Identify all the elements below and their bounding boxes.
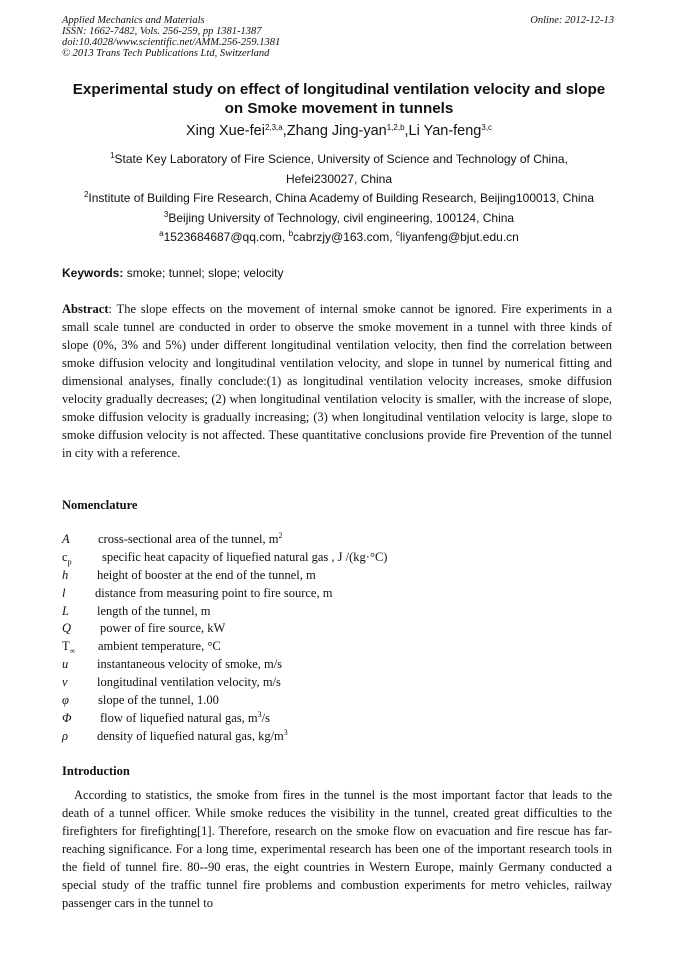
abstract: [62, 300, 612, 462]
online-date: Online: 2012-12-13: [530, 15, 614, 26]
nomenclature-item: h height of booster at the end of the tunnel, m: [62, 567, 316, 582]
introduction-heading: Introduction: [62, 764, 130, 778]
doi-line: doi:10.4028/www.scientific.net/AMM.256-259.1381: [62, 37, 281, 48]
author: Zhang Jing-yan$^{1,2,b}$,: [286, 123, 409, 139]
affiliation: $^3$Beijing University of Technology, civil engineering, 100124, China: [163, 209, 515, 225]
nomenclature-item: ρ density of liquefied natural gas, $kg/m^3$: [62, 727, 288, 743]
issn-line: ISSN: 1662-7482, Vols. 256-259, pp 1381-1387: [62, 26, 262, 37]
nomenclature-item: φ slope of the tunnel, 1.00: [62, 693, 219, 708]
author-list: [62, 122, 616, 140]
journal-header: [62, 15, 280, 59]
copyright-line: © 2013 Trans Tech Publications Ltd, Switzerland: [62, 48, 270, 59]
nomenclature-item: A cross-sectional area of the tunnel, $m^2$: [62, 531, 283, 546]
keywords-label: Keywords:: [62, 266, 124, 280]
email-list: [62, 229, 616, 245]
keywords: [62, 265, 616, 281]
email: $^c$liyanfeng@bjut.edu.cn: [395, 229, 519, 244]
nomenclature-item: v longitudinal ventilation velocity, m/s: [62, 675, 281, 690]
affiliation-list: [62, 150, 616, 228]
nomenclature-item: Φ flow of liquefied natural gas, $m^3/s$: [62, 709, 270, 725]
nomenclature-item: u instantaneous velocity of smoke, m/s: [62, 657, 283, 672]
author: Xing Xue-fei$^{2,3,a}$,: [185, 123, 287, 139]
nomenclature-item: Q power of fire source, kW: [62, 621, 226, 636]
affiliation: $^1$State Key Laboratory of Fire Science, University of Science and Technology of China, Hefei230027, China: [110, 151, 568, 186]
introduction-text: According to statistics, the smoke from fires in the tunnel is the most important factor that leads to the death of a tunnel officer. While smoke reduces the visibility in the tunnel, created great difficulties to the firefighters for firefighting[1]. Therefore, research on the smoke flow on evacuation and fire rescue has far-reaching significance. For a long time, experimental research has been one of the important research tools in the field of tunnel fire. 80--90 eras, the eight countries in Western Europe, mainly Germany conducted a special study of the traffic tunnel fire problems and combustion experiments for metro vehicles, railway passenger cars in the tunnel to: [62, 788, 612, 910]
journal-name: Applied Mechanics and Materials: [62, 15, 205, 26]
paper-title: Experimental study on effect of longitudinal ventilation velocity and slope on Smoke movement in tunnels: [72, 81, 606, 117]
nomenclature-list: [62, 531, 616, 746]
nomenclature-heading: Nomenclature: [62, 498, 138, 512]
abstract-label: Abstract: [62, 302, 109, 316]
abstract-text: : The slope effects on the movement of internal smoke cannot be ignored. Fire experiments in a small scale tunnel are conducted in order to observe the smoke movement in a tunnel with three kinds of slope (0%, 3% and 5%) under different longitudinal ventilation velocity, then find the correlation between smoke diffusion velocity and longitudinal ventilation velocity, and slope in tunnel by numerical fitting and dimensional analyses, finally conclude:(1) as longitudinal ventilation velocity increases, smoke diffusion velocity gradually decreases; (2) when longitudinal ventilation velocity is smaller, with the increase of slope, smoke diffusion velocity is gradually increasing; (3) when longitudinal ventilation velocity is large, slope to smoke diffusion velocity is not affected. These quantitative conclusions provide fire Prevention of the tunnel in city with a reference.: [62, 302, 612, 460]
author: Li Yan-feng$^{3,c}$: [408, 123, 493, 139]
nomenclature-item: l distance from measuring point to fire source, m: [62, 585, 333, 600]
keywords-text: smoke; tunnel; slope; velocity: [123, 266, 284, 280]
email: $^b$cabrzjy@163.com,: [288, 229, 396, 244]
email: $^a$1523684687@qq.com,: [159, 229, 289, 244]
nomenclature-item: L length of the tunnel, m: [62, 603, 211, 618]
nomenclature-item: $T_\infty$ ambient temperature, °C: [62, 639, 221, 656]
affiliation: $^2$Institute of Building Fire Research, China Academy of Building Research, Beijing100013, China: [83, 190, 595, 205]
nomenclature-item: $c_p$ specific heat capacity of liquefied natural gas , J /(kg·°C): [62, 549, 388, 567]
